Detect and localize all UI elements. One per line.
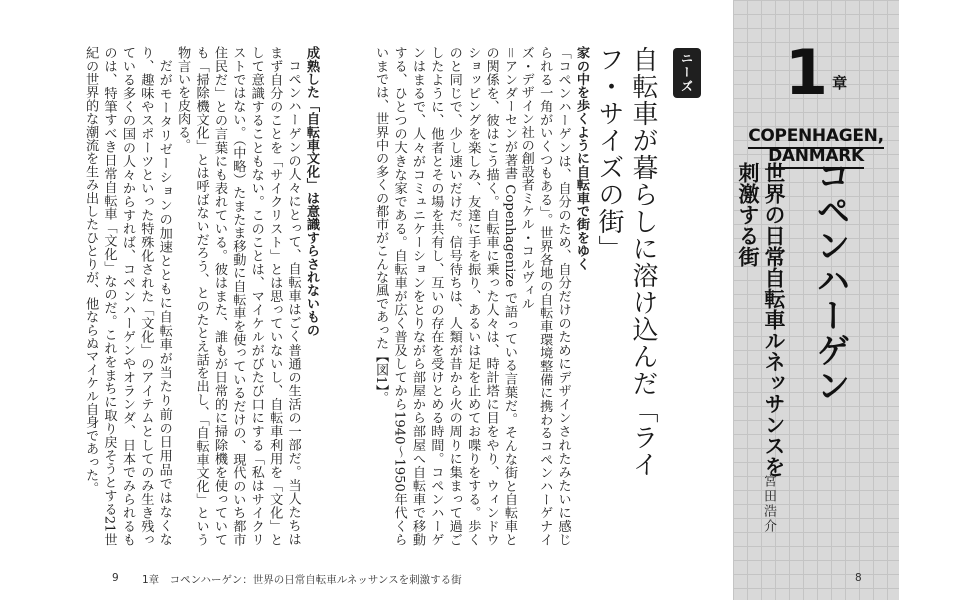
subheading-1: 家の中を歩くように自転車で街をゆく — [574, 46, 589, 271]
paragraph-3: コペンハーゲンの人々にとって、自転車はごく普通の生活の一部だ。当人たちはまず自分のことを「サイクリスト」とは思っていないし、自転車利用を「文化」として意識することもない。このことは、マイケルがびたび口にする「私はサイクリストではない。（中略）たまたま移動に自転車を使っているだけの、現代のいち都市住民だ」との言葉にも表れている。彼はまた、誰もが日常的に掃除機を使っていても「掃除機文化」とは呼ばないだろう、とのたとえ話を出し、「自転車文化」という物言いを皮肉る。 — [175, 46, 301, 546]
chapter-english-line2: DANMARK — [768, 146, 864, 169]
paragraph-2: ＝アンダーセンが著書 Copenhagenize で語っている言葉だ。そんな街と自転車との関係を、彼はこう描く。自転車に乗った人々は、時計塔に目をやり、ウィンドウショッピングを楽しみ、友達に手を振り、あるいは足を止めてお喋りをする。歩くのと同じで、少し速いだけだ。信号待ちは、人類が昔から火の周りに集まって過ごしたように、他者とその場を共有し、互いの存在を受けとめる時間。コペンハーゲンはまるで、人々がコミュニケーションをとりながら部屋から部屋へ自転車で移動する、ひとつの大きな家である。自転車が広く普及してから1940～1950年代くらいまでは、世界中の多くの都市がこんな風であった【図1】。 — [373, 46, 517, 546]
right-page-number: 8 — [855, 572, 862, 584]
left-page-number: 9 — [112, 572, 119, 584]
chapter-unit: 章 — [832, 74, 848, 92]
chapter-english-line1: COPENHAGEN, — [748, 126, 884, 149]
paragraph-4: だがモータリゼーションの加速とともに自転車が当たり前の日用品ではなくなり、趣味やスポーツといった特殊化された「文化」のアイテムとしてのみ生き残っている多くの国の人々からすれば、コペンハーゲンやオランダ、日本でみられるものは、特筆すべき日常自転車「文化」なのだ。これをまちに取り戻そうとする21世紀の世界的な潮流を生み出したひとりが、他ならぬマイケル自身であった。 — [83, 46, 172, 546]
section-title: 自転車が暮らしに溶け込んだ「ライフ・サイズの街」 — [594, 46, 658, 478]
paragraph-1: 「コペンハーゲンは、自分のため、自分だけのためにデザインされたみたいに感じられる一角がいくつもある」。世界各地の自転車環境整備に携わるコペンハーゲナイズ・デザイン社の創設者ミケル・コルヴィル — [518, 46, 571, 546]
section-label: ニーズ — [679, 52, 694, 94]
running-head: 1章 コペンハーゲン：世界の日常自転車ルネッサンスを刺激する街 — [142, 574, 462, 586]
chapter-subtitle: 世界の日常自転車ルネッサンスを刺激する街 — [736, 162, 786, 477]
body-block-1-main — [322, 46, 518, 546]
body-block-1-intro — [520, 46, 590, 546]
chapter-number: 1 — [784, 36, 829, 109]
section-label-badge — [673, 48, 701, 98]
chapter-title: コペンハーゲン — [810, 158, 850, 403]
body-block-2 — [83, 46, 320, 546]
subheading-2: 成熟した「自転車文化」は意識すらされないもの — [304, 46, 319, 337]
chapter-number-block — [733, 36, 899, 109]
chapter-author: 宮田浩介 — [761, 474, 776, 534]
